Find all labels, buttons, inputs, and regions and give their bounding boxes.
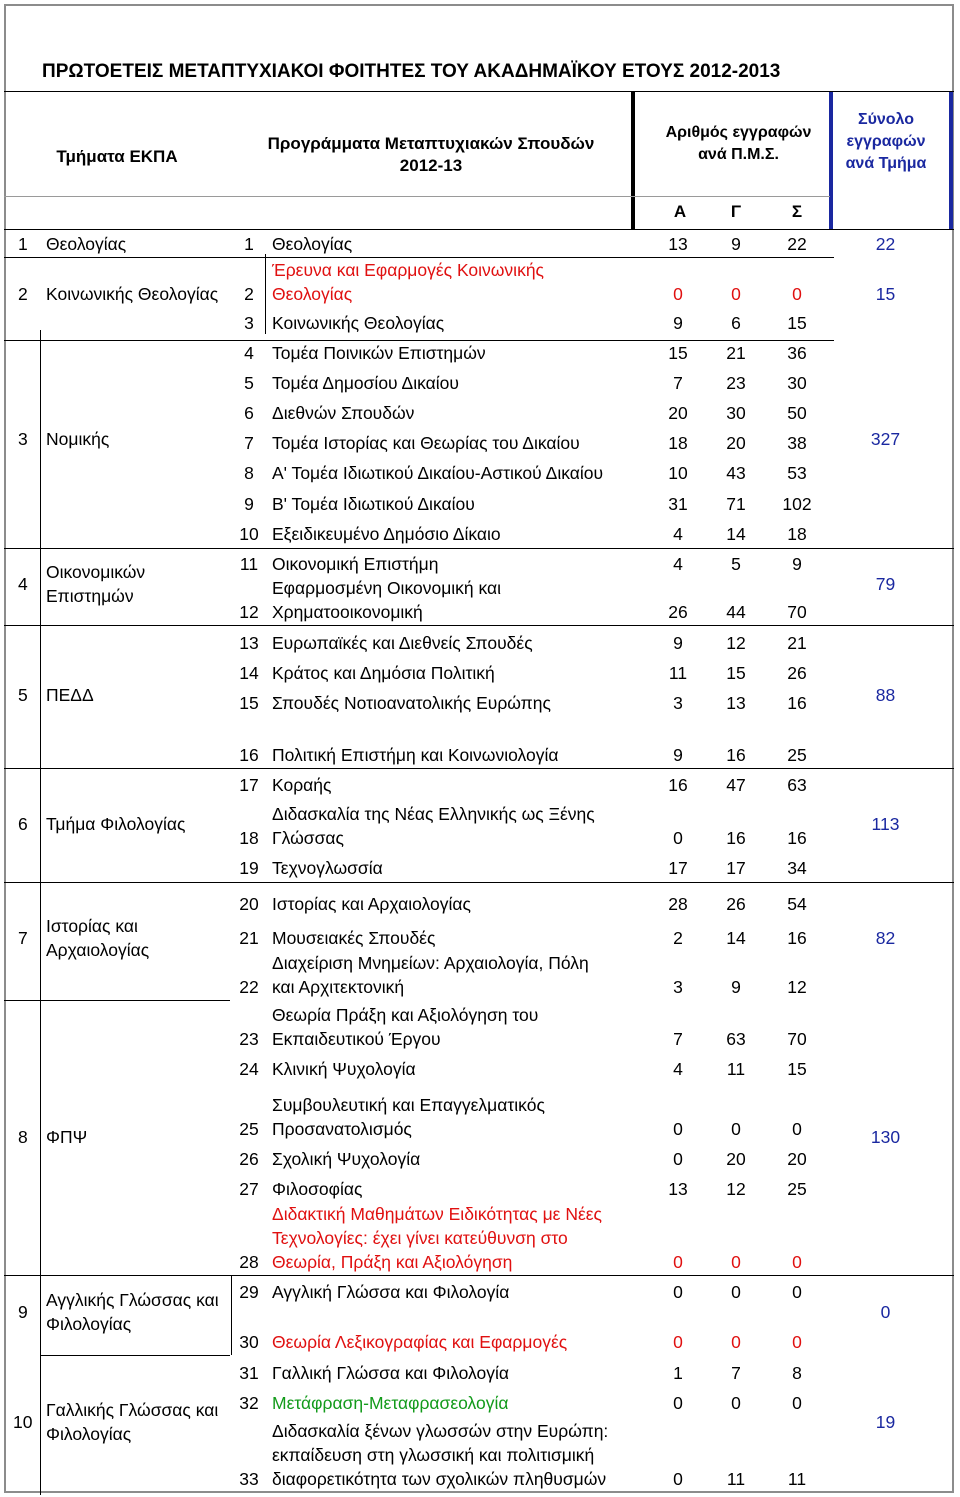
total-left-border — [829, 92, 833, 230]
department-total: 0 — [880, 1302, 891, 1322]
value-a: 4 — [673, 554, 683, 574]
program-number: 19 — [239, 858, 259, 878]
value-s: 16 — [787, 928, 807, 948]
program-name: Έρευνα και Εφαρμογές Κοινωνικής — [272, 260, 544, 280]
program-name: Τεχνογλωσσία — [272, 858, 383, 878]
dept-separator — [4, 1000, 230, 1001]
value-s: 16 — [787, 828, 807, 848]
value-g: 0 — [731, 1119, 741, 1139]
header-total-line3: ανά Τμήμα — [845, 155, 927, 172]
header-col-s: Σ — [791, 202, 803, 221]
department-name: Νομικής — [46, 429, 110, 449]
program-name: Κοραής — [272, 775, 332, 795]
department-number: 2 — [18, 284, 28, 304]
program-name: Θεολογίας — [272, 284, 353, 304]
program-number: 29 — [239, 1282, 259, 1302]
department-total: 327 — [870, 429, 901, 449]
department-divider — [40, 1355, 41, 1495]
value-g: 16 — [726, 745, 746, 765]
dept-separator — [4, 548, 954, 549]
value-s: 38 — [787, 433, 807, 453]
program-name: Κοινωνικής Θεολογίας — [272, 313, 445, 333]
program-name: Κλινική Ψυχολογία — [272, 1059, 416, 1079]
value-s: 50 — [787, 403, 807, 423]
department-number: 3 — [18, 429, 28, 449]
value-s: 0 — [792, 284, 802, 304]
value-s: 70 — [787, 602, 807, 622]
value-g: 14 — [726, 524, 746, 544]
value-g: 47 — [726, 775, 746, 795]
header-divider — [4, 196, 830, 197]
value-a: 0 — [673, 1393, 683, 1413]
value-s: 18 — [787, 524, 807, 544]
department-total: 113 — [871, 814, 900, 834]
program-number: 13 — [239, 633, 259, 653]
program-name: Θεωρία Λεξικογραφίας και Εφαρμογές — [272, 1332, 568, 1352]
value-a: 15 — [668, 343, 688, 363]
program-number: 30 — [239, 1332, 259, 1352]
value-g: 0 — [731, 1282, 741, 1302]
department-total: 15 — [875, 284, 896, 304]
department-name: Φιλολογίας — [46, 1424, 132, 1444]
department-divider — [40, 330, 41, 550]
value-s: 63 — [787, 775, 807, 795]
program-name: Τεχνολογίες: έχει γίνει κατεύθυνση στο — [272, 1228, 568, 1248]
value-a: 0 — [673, 1252, 683, 1272]
header-programs-line2: 2012-13 — [399, 156, 463, 175]
value-a: 26 — [668, 602, 688, 622]
value-a: 0 — [673, 1469, 683, 1489]
value-s: 25 — [787, 1179, 807, 1199]
program-name: Μετάφραση-Μεταφρασεολογία — [272, 1393, 509, 1413]
program-name: Τομέα Ιστορίας και Θεωρίας του Δικαίου — [272, 433, 580, 453]
value-g: 21 — [726, 343, 746, 363]
value-g: 20 — [726, 433, 746, 453]
header-bottom-line — [4, 229, 954, 230]
program-name: Διδασκαλία ξένων γλωσσών στην Ευρώπη: — [272, 1421, 609, 1441]
registrations-left-border — [631, 92, 635, 230]
value-s: 54 — [787, 894, 807, 914]
value-s: 0 — [792, 1119, 802, 1139]
program-number: 22 — [239, 977, 259, 997]
department-total: 82 — [875, 928, 896, 948]
department-divider — [40, 770, 41, 885]
department-name: Αγγλικής Γλώσσας και — [46, 1290, 219, 1310]
dept-separator — [4, 882, 954, 883]
value-a: 0 — [673, 1119, 683, 1139]
value-a: 13 — [668, 234, 688, 254]
program-number: 11 — [239, 554, 259, 574]
department-number: 5 — [18, 685, 28, 705]
header-total-line2: εγγραφών — [846, 133, 926, 150]
page-title: ΠΡΩΤΟΕΤΕΙΣ ΜΕΤΑΠΤΥΧΙΑΚΟΙ ΦΟΙΤΗΤΕΣ ΤΟΥ ΑΚΑΔΗΜΑΪΚΟΥ ΕΤΟΥΣ 2012-2013 — [42, 61, 781, 82]
program-name: διαφορετικότητα των σχολικών πληθυσμών — [272, 1469, 607, 1489]
dept-separator — [4, 1275, 954, 1276]
program-number: 15 — [239, 693, 259, 713]
program-number: 14 — [239, 663, 259, 683]
program-number: 28 — [239, 1252, 259, 1272]
total-right-border — [949, 92, 953, 230]
value-g: 9 — [731, 234, 741, 254]
program-number: 21 — [239, 928, 259, 948]
value-a: 7 — [673, 1029, 683, 1049]
program-number: 9 — [244, 494, 254, 514]
value-s: 22 — [787, 234, 807, 254]
program-number: 31 — [239, 1363, 259, 1383]
department-number: 8 — [18, 1127, 28, 1147]
value-s: 26 — [787, 663, 807, 683]
program-number: 17 — [239, 775, 259, 795]
value-a: 11 — [668, 663, 688, 683]
value-s: 70 — [787, 1029, 807, 1049]
value-g: 11 — [726, 1469, 746, 1489]
value-a: 1 — [673, 1363, 683, 1383]
value-s: 9 — [792, 554, 802, 574]
program-name: Διαχείριση Μνημείων: Αρχαιολογία, Πόλη — [272, 953, 589, 973]
program-name: Σχολική Ψυχολογία — [272, 1149, 421, 1169]
program-number: 32 — [239, 1393, 259, 1413]
value-s: 34 — [787, 858, 807, 878]
department-total: 22 — [875, 234, 896, 254]
value-g: 17 — [726, 858, 746, 878]
program-name: Προσανατολισμός — [272, 1119, 412, 1139]
department-divider — [40, 1275, 41, 1355]
program-number: 16 — [239, 745, 259, 765]
header-col-g: Γ — [730, 202, 742, 221]
department-total: 19 — [875, 1412, 896, 1432]
value-g: 26 — [726, 894, 746, 914]
program-name: Κράτος και Δημόσια Πολιτική — [272, 663, 495, 683]
program-number: 8 — [244, 463, 254, 483]
value-s: 20 — [787, 1149, 807, 1169]
program-number: 3 — [244, 313, 254, 333]
department-name: ΠΕΔΔ — [46, 685, 94, 705]
department-name: Κοινωνικής Θεολογίας — [46, 284, 219, 304]
dept-separator — [4, 625, 954, 626]
value-a: 0 — [673, 828, 683, 848]
value-a: 9 — [673, 745, 683, 765]
program-name: Εφαρμοσμένη Οικονομική και — [272, 578, 502, 598]
department-name: Γαλλικής Γλώσσας και — [46, 1400, 219, 1420]
value-a: 17 — [668, 858, 688, 878]
value-s: 30 — [787, 373, 807, 393]
value-g: 23 — [726, 373, 746, 393]
value-s: 102 — [782, 494, 812, 514]
department-total: 88 — [875, 685, 896, 705]
program-name: Β' Τομέα Ιδιωτικού Δικαίου — [272, 494, 475, 514]
department-name: Τμήμα Φιλολογίας — [46, 814, 186, 834]
value-a: 2 — [673, 928, 683, 948]
value-a: 3 — [673, 693, 683, 713]
dept-separator — [4, 768, 954, 769]
program-name: Συμβουλευτική και Επαγγελματικός — [272, 1095, 545, 1115]
department-name: ΦΠΨ — [46, 1127, 88, 1147]
program-number: 7 — [244, 433, 254, 453]
header-departments: Τμήματα ΕΚΠΑ — [56, 147, 178, 166]
value-s: 0 — [792, 1282, 802, 1302]
program-name: Διδακτική Μαθημάτων Ειδικότητας με Νέες — [272, 1204, 602, 1224]
value-a: 16 — [668, 775, 688, 795]
program-name: Χρηματοοικονομική — [272, 602, 423, 622]
value-g: 7 — [731, 1363, 741, 1383]
program-name: Θεολογίας — [272, 234, 353, 254]
value-g: 12 — [726, 1179, 746, 1199]
value-s: 0 — [792, 1252, 802, 1272]
value-s: 11 — [787, 1469, 807, 1489]
program-number: 23 — [239, 1029, 259, 1049]
program-name: Γαλλική Γλώσσα και Φιλολογία — [272, 1363, 509, 1383]
program-number: 5 — [244, 373, 254, 393]
department-divider — [40, 885, 41, 1000]
program-name: Διεθνών Σπουδών — [272, 403, 415, 423]
value-a: 0 — [673, 1149, 683, 1169]
program-number: 33 — [239, 1469, 259, 1489]
program-number: 6 — [244, 403, 254, 423]
program-name: Θεωρία, Πράξη και Αξιολόγηση — [272, 1252, 513, 1272]
value-a: 28 — [668, 894, 688, 914]
value-g: 14 — [726, 928, 746, 948]
value-g: 12 — [726, 633, 746, 653]
value-a: 20 — [668, 403, 688, 423]
value-a: 3 — [673, 977, 683, 997]
value-g: 9 — [731, 977, 741, 997]
value-s: 36 — [787, 343, 807, 363]
program-name: Τομέα Ποινικών Επιστημών — [272, 343, 486, 363]
program-name: Οικονομική Επιστήμη — [272, 554, 439, 574]
header-top-line — [4, 91, 954, 92]
program-name: Αγγλική Γλώσσα και Φιλολογία — [272, 1282, 510, 1302]
value-s: 25 — [787, 745, 807, 765]
program-name: Γλώσσας — [272, 828, 344, 848]
value-g: 6 — [731, 313, 741, 333]
value-g: 0 — [731, 1393, 741, 1413]
value-g: 20 — [726, 1149, 746, 1169]
value-g: 5 — [731, 554, 741, 574]
department-divider — [40, 550, 41, 625]
header-programs — [236, 133, 626, 177]
value-g: 0 — [731, 1252, 741, 1272]
department-total: 130 — [870, 1127, 901, 1147]
value-a: 0 — [673, 1282, 683, 1302]
value-a: 13 — [668, 1179, 688, 1199]
header-registrations-line1: Αριθμός εγγραφών — [665, 124, 812, 141]
department-name: Ιστορίας και — [46, 916, 138, 936]
program-name: Ιστορίας και Αρχαιολογίας — [272, 894, 471, 914]
department-name: Οικονομικών — [46, 562, 146, 582]
department-divider — [40, 625, 41, 770]
value-s: 53 — [787, 463, 807, 483]
program-name: Διδασκαλία της Νέας Ελληνικής ως Ξένης — [272, 804, 595, 824]
header-registrations — [646, 122, 831, 166]
value-s: 15 — [787, 313, 807, 333]
value-s: 8 — [792, 1363, 802, 1383]
program-name: Εκπαιδευτικού Έργου — [272, 1029, 441, 1049]
value-g: 63 — [726, 1029, 746, 1049]
header-programs-line1: Προγράμματα Μεταπτυχιακών Σπουδών — [267, 134, 595, 153]
department-name: Φιλολογίας — [46, 1314, 132, 1334]
value-g: 13 — [726, 693, 746, 713]
program-name: Ευρωπαϊκές και Διεθνείς Σπουδές — [272, 633, 533, 653]
program-name: Τομέα Δημοσίου Δικαίου — [272, 373, 459, 393]
department-number: 4 — [18, 574, 28, 594]
program-name: Εξειδικευμένο Δημόσιο Δίκαιο — [272, 524, 501, 544]
program-number: 2 — [244, 284, 254, 304]
value-a: 9 — [673, 313, 683, 333]
value-s: 21 — [787, 633, 807, 653]
value-g: 0 — [731, 284, 741, 304]
program-number: 25 — [239, 1119, 259, 1139]
department-name: Αρχαιολογίας — [46, 940, 150, 960]
value-g: 44 — [726, 602, 746, 622]
department-total: 79 — [875, 574, 896, 594]
department-number: 7 — [18, 928, 28, 948]
value-s: 0 — [792, 1332, 802, 1352]
value-a: 4 — [673, 524, 683, 544]
value-g: 30 — [726, 403, 746, 423]
value-a: 4 — [673, 1059, 683, 1079]
value-a: 18 — [668, 433, 688, 453]
department-number: 1 — [18, 234, 28, 254]
program-name: Φιλοσοφίας — [272, 1179, 363, 1199]
program-name: Μουσειακές Σπουδές — [272, 928, 436, 948]
value-g: 16 — [726, 828, 746, 848]
program-number: 26 — [239, 1149, 259, 1169]
header-registrations-line2: ανά Π.Μ.Σ. — [698, 146, 779, 163]
program-name: Α' Τομέα Ιδιωτικού Δικαίου-Αστικού Δικαίου — [272, 463, 604, 483]
header-total-line1: Σύνολο — [857, 111, 915, 128]
value-s: 16 — [787, 693, 807, 713]
department-number: 6 — [18, 814, 28, 834]
header-total — [836, 109, 936, 175]
value-s: 12 — [787, 977, 807, 997]
program-name: Σπουδές Νοτιοανατολικής Ευρώπης — [272, 693, 551, 713]
department-name: Επιστημών — [46, 586, 134, 606]
value-g: 15 — [726, 663, 746, 683]
program-number: 27 — [239, 1179, 259, 1199]
header-col-a: Α — [673, 202, 687, 221]
program-number: 20 — [239, 894, 259, 914]
program-name: Θεωρία Πράξη και Αξιολόγηση του — [272, 1005, 539, 1025]
value-g: 71 — [726, 494, 746, 514]
value-a: 0 — [673, 284, 683, 304]
program-number: 4 — [244, 343, 254, 363]
program-name: Πολιτική Επιστήμη και Κοινωνιολογία — [272, 745, 559, 765]
department-name: Θεολογίας — [46, 234, 127, 254]
value-a: 9 — [673, 633, 683, 653]
department-number: 10 — [13, 1412, 33, 1432]
value-g: 43 — [726, 463, 746, 483]
value-a: 31 — [668, 494, 688, 514]
program-number: 12 — [239, 602, 259, 622]
value-g: 11 — [726, 1059, 746, 1079]
value-a: 10 — [668, 463, 688, 483]
program-name: εκπαίδευση στη γλωσσική και πολιτισμική — [272, 1445, 595, 1465]
program-number: 10 — [239, 524, 259, 544]
program-name: και Αρχιτεκτονική — [272, 977, 405, 997]
value-s: 0 — [792, 1393, 802, 1413]
program-number: 1 — [244, 234, 254, 254]
dept-separator — [40, 1355, 230, 1356]
value-s: 15 — [787, 1059, 807, 1079]
program-number: 18 — [239, 828, 259, 848]
value-a: 0 — [673, 1332, 683, 1352]
value-g: 0 — [731, 1332, 741, 1352]
department-divider — [40, 1000, 41, 1275]
department-number: 9 — [18, 1302, 28, 1322]
program-number: 24 — [239, 1059, 259, 1079]
value-a: 7 — [673, 373, 683, 393]
